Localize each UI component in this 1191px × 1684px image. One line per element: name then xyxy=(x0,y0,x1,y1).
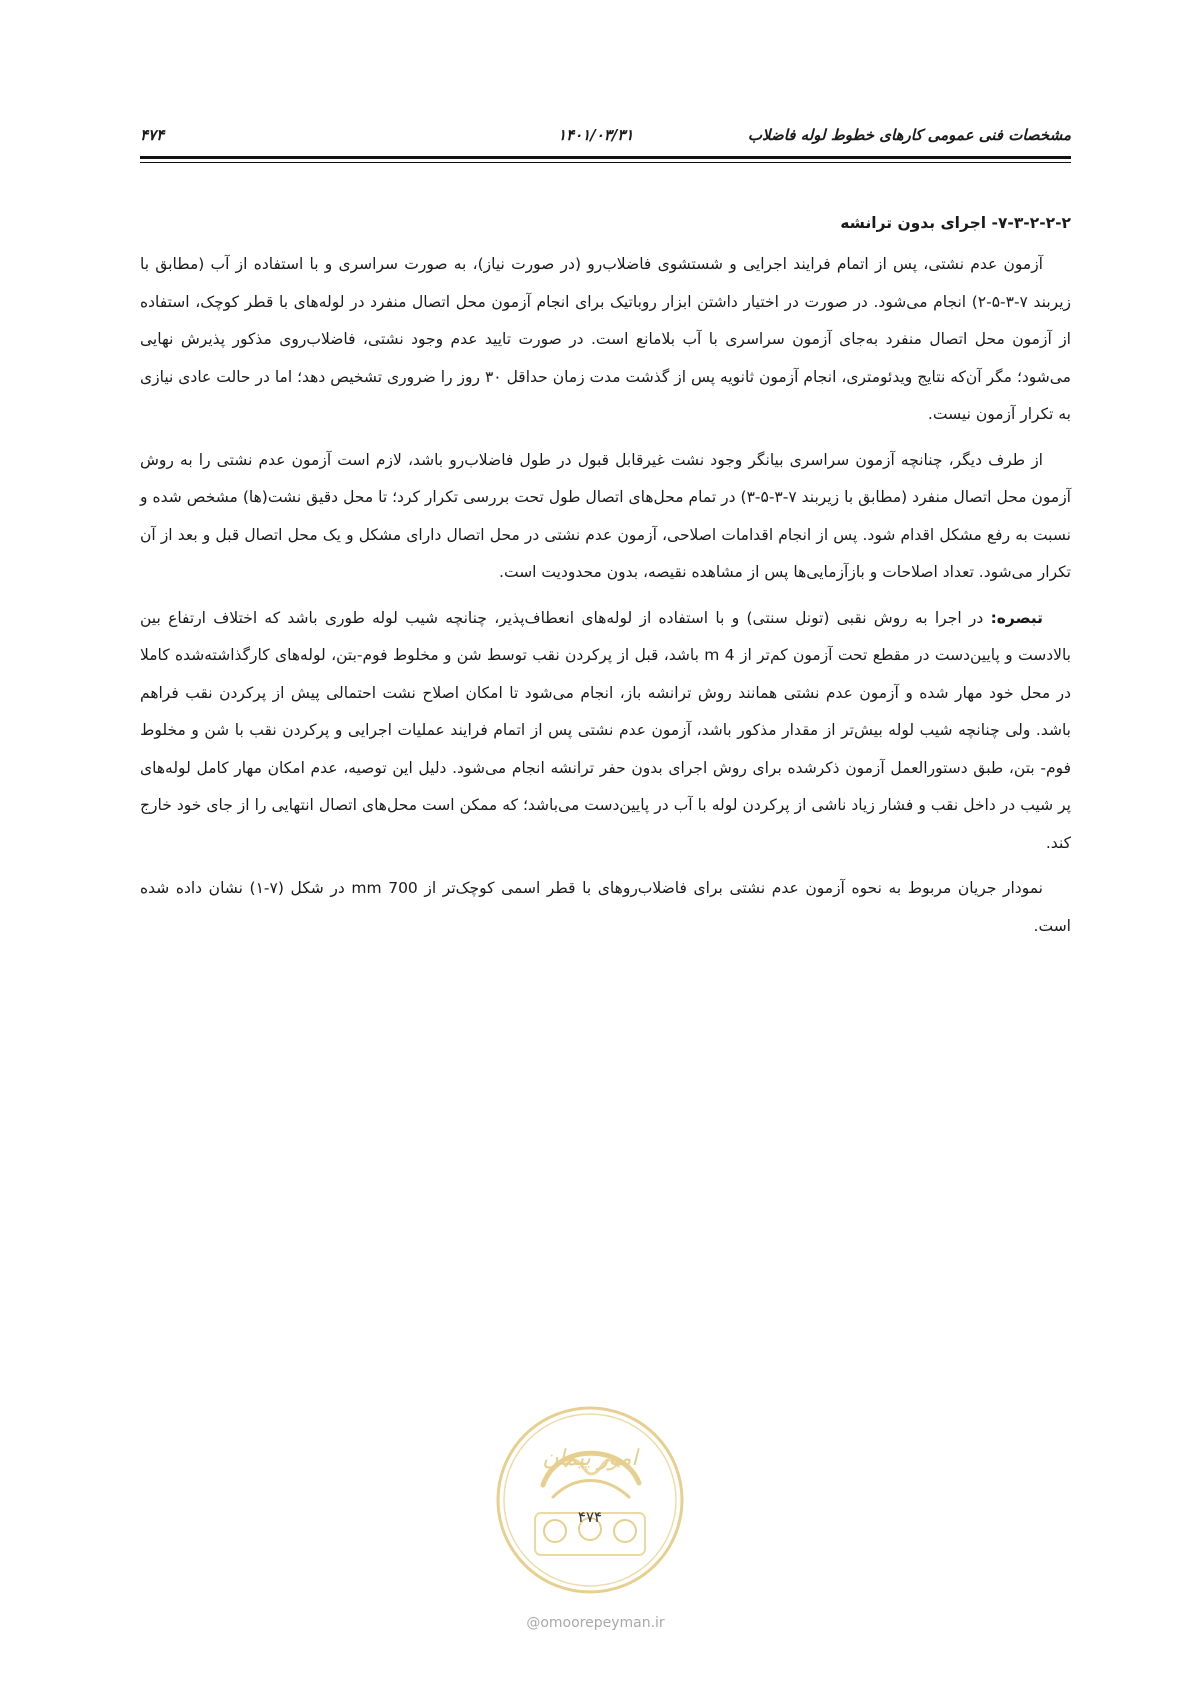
publisher-seal-icon xyxy=(495,1405,685,1595)
paragraph-2: از طرف دیگر، چنانچه آزمون سراسری بیانگر وجود نشت غیرقابل قبول در طول فاضلاب‌رو باشد، لازم است آزمون عدم نشتی را به روش آزمون محل اتصال منفرد (مطابق با زیربند ۷-۳-۵-۳) در تمام محل‌های اتصال طول تحت بررسی تکرار کرد؛ تا محل دقیق نشت(ها) مشخص شده و نسبت به رفع مشکل اقدام شود. پس از انجام اقدامات اصلاحی، آزمون عدم نشتی در محل اتصال دارای مشکل و یک محل اتصال قبل و بعد از آن تکرار می‌شود. تعداد اصلاحات و بازآزمایی‌ها پس از مشاهده نقیصه، بدون محدودیت است. xyxy=(140,450,1071,581)
seal-lettering: امور پیمان xyxy=(542,1446,638,1471)
footer-watermark: @omoorepeyman.ir xyxy=(526,1615,665,1631)
note-label: تبصره: xyxy=(990,608,1043,627)
paragraph-1: آزمون عدم نشتی، پس از اتمام فرایند اجرایی و شستشوی فاضلاب‌رو (در صورت نیاز)، به صورت سراسری و با استفاده از آب (مطابق با زیربند ۷-۳-۵-۲) انجام می‌شود. در صورت در اختیار داشتن ابزار روباتیک برای انجام آزمون محل اتصال منفرد در لوله‌های با قطر کوچک، استفاده از آزمون محل اتصال منفرد به‌جای آزمون سراسری با آب بلامانع است. در صورت تایید عدم وجود نشتی، فاضلاب‌روی مذکور پذیرش نهایی می‌شود؛ مگر آن‌که نتایج ویدئومتری، انجام آزمون ثانویه پس از گذشت مدت زمان حداقل ۳۰ روز را ضروری تشخیص دهد؛ اما در حالت عادی نیازی به تکرار آزمون نیست. xyxy=(140,255,1071,423)
section-heading: ۷-۳-۲-۲-۲- اجرای بدون ترانشه xyxy=(840,214,1071,232)
note-text: در اجرا به روش نقبی (تونل سنتی) و با استفاده از لوله‌های انعطاف‌پذیر، چنانچه شیب لوله طوری باشد که اختلاف ارتفاع بین بالادست و پایین‌دست در مقطع تحت آزمون کم‌تر از 4 m باشد، قبل از پرکردن نقب توسط شن و مخلوط فوم-بتن، لوله‌های کارگذاشته‌شده کاملا در محل خود مهار شده و آزمون عدم نشتی همانند روش ترانشه باز، انجام می‌شود تا امکان اصلاح نشت احتمالی پیش از پرکردن نقب فراهم باشد. ولی چنانچه شیب لوله بیش‌تر از مقدار مذکور باشد، آزمون عدم نشتی پس از اتمام فرایند عملیات اجرایی و پرکردن نقب با شن و مخلوط فوم- بتن، طبق دستورالعمل آزمون ذکرشده برای روش اجرای بدون حفر ترانشه انجام می‌شود. دلیل این توصیه، عدم امکان مهار کامل لوله‌های پر شیب در داخل نقب و فشار زیاد ناشی از پرکردن لوله با آب در پایین‌دست می‌باشد؛ که ممکن است محل‌های اتصال انتهایی را از جای خود خارج کند. xyxy=(140,608,1071,852)
paragraph-4: نمودار جریان مربوط به نحوه آزمون عدم نشتی برای فاضلاب‌روهای با قطر اسمی کوچک‌تر از 700 mm در شکل (۷-۱) نشان داده شده است. xyxy=(140,879,1071,935)
page-header xyxy=(140,120,1071,150)
header-page-number: ۴۷۴ xyxy=(140,126,165,144)
paragraph-3 xyxy=(140,600,1071,863)
footer-page-number: ۴۷۴ xyxy=(577,1508,603,1526)
page-content xyxy=(140,208,1071,953)
header-date: ۱۴۰۱/۰۳/۳۱ xyxy=(558,126,634,144)
header-title: مشخصات فنی عمومی کارهای خطوط لوله فاضلاب xyxy=(747,126,1071,144)
header-rule-thin xyxy=(140,162,1071,163)
header-rule-thick xyxy=(140,156,1071,159)
